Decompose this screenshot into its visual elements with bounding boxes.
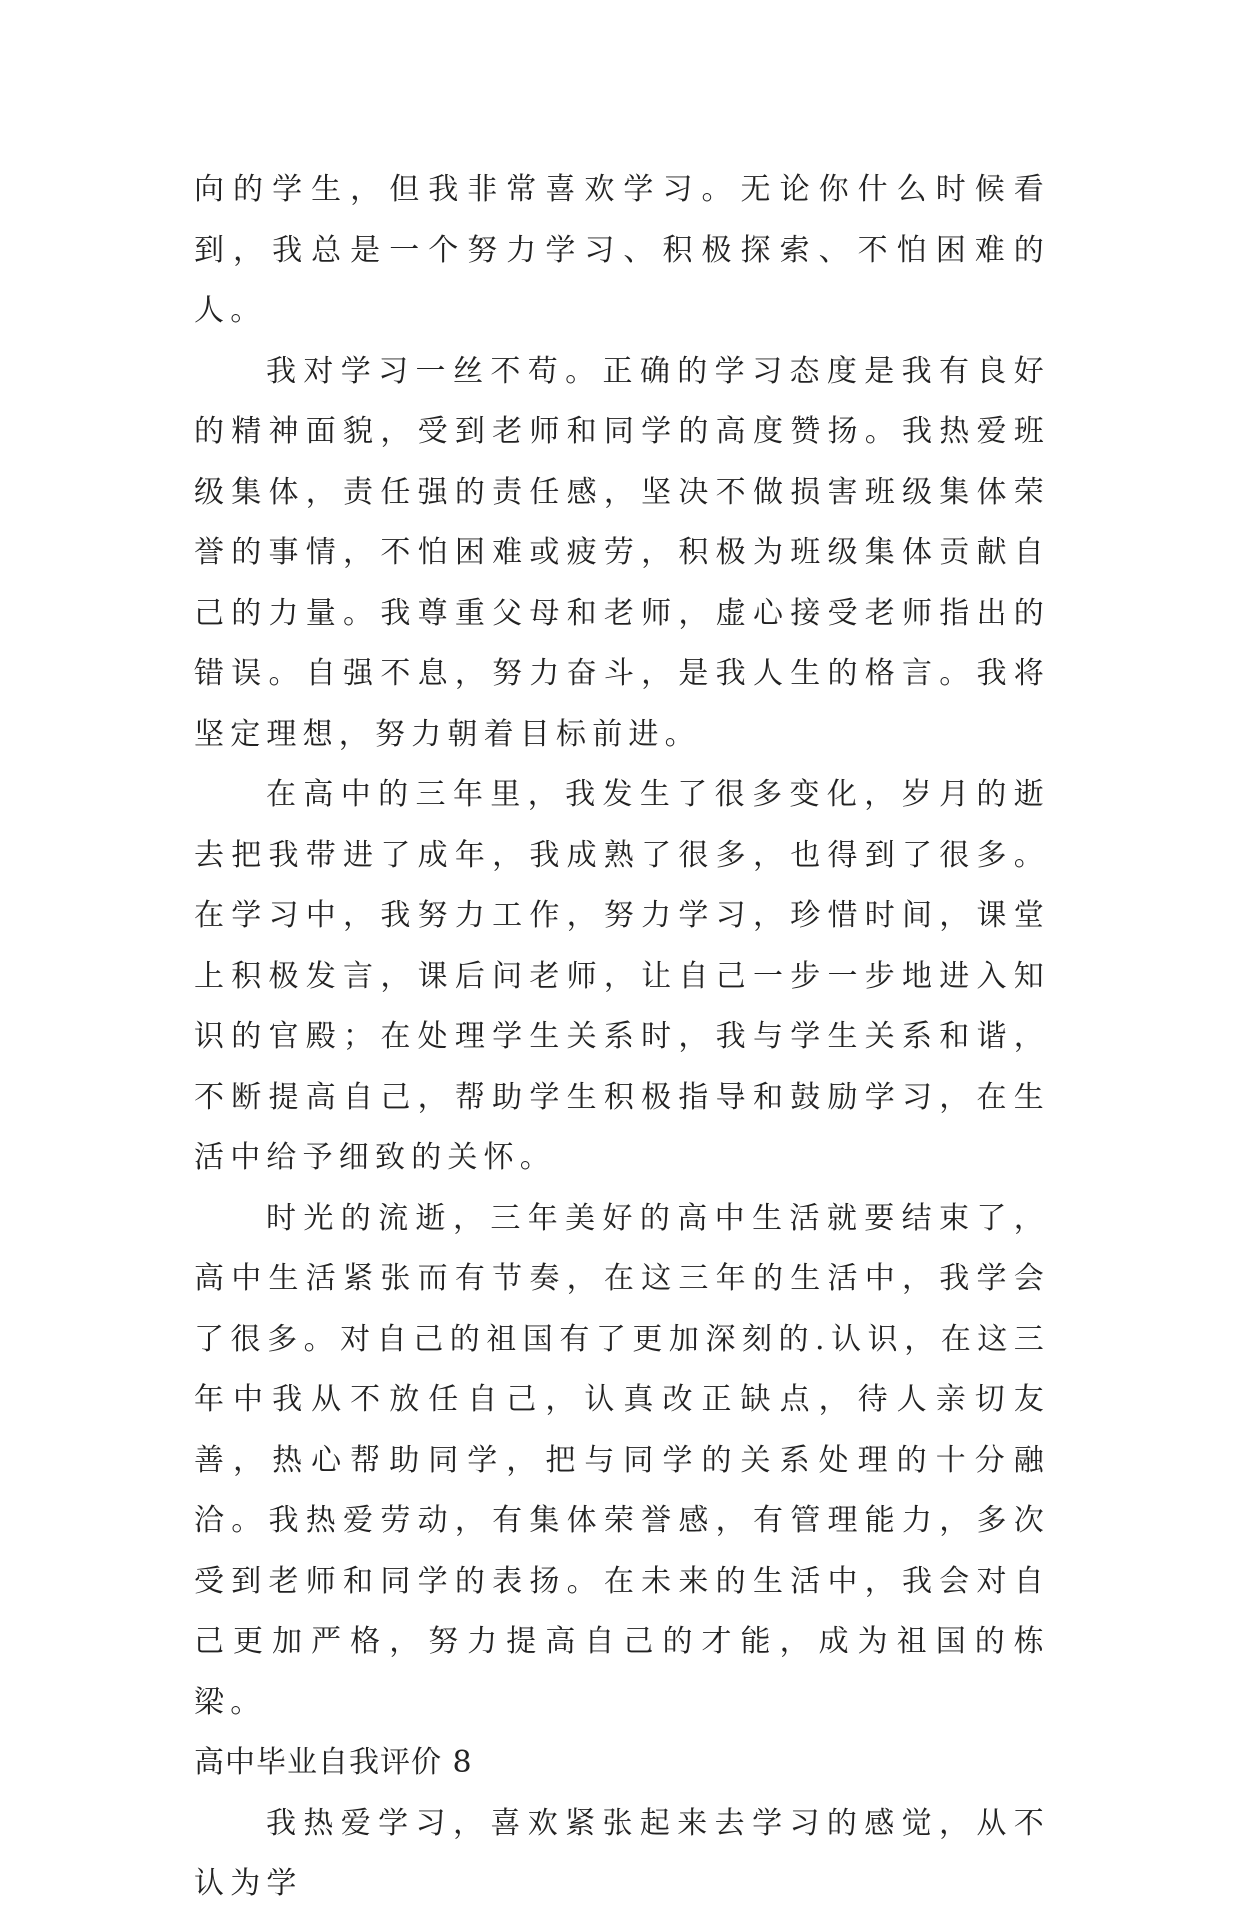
paragraph-time-passing: 时光的流逝，三年美好的高中生活就要结束了，高中生活紧张而有节奏，在这三年的生活中，我学会了很多。对自己的祖国有了更加深刻的.认识，在这三年中我从不放任自己，认真改正缺点，待人亲切友善，热心帮助同学，把与同学的关系处理的十分融洽。我热爱劳动，有集体荣誉感，有管理能力，多次受到老师和同学的表扬。在未来的生活中，我会对自己更加严格，努力提高自己的才能，成为祖国的栋梁。 xyxy=(194,1200,1050,1720)
document-body xyxy=(194,160,1050,1915)
paragraph-continuation: 向的学生，但我非常喜欢学习。无论你什么时候看到，我总是一个努力学习、积极探索、不怕困难的人。 xyxy=(194,172,1050,328)
paragraph-study-attitude: 我对学习一丝不苟。正确的学习态度是我有良好的精神面貌，受到老师和同学的高度赞扬。我热爱班级集体，责任强的责任感，坚决不做损害班级集体荣誉的事情，不怕困难或疲劳，积极为班级集体贡献自己的力量。我尊重父母和老师，虚心接受老师指出的错误。自强不息，努力奋斗，是我人生的格言。我将坚定理想，努力朝着目标前进。 xyxy=(194,353,1050,752)
paragraph-love-learning: 我热爱学习，喜欢紧张起来去学习的感觉，从不认为学 xyxy=(194,1805,1050,1901)
section-heading: 高中毕业自我评价 8 xyxy=(194,1745,473,1780)
paragraph-three-years: 在高中的三年里，我发生了很多变化，岁月的逝去把我带进了成年，我成熟了很多，也得到了很多。在学习中，我努力工作，努力学习，珍惜时间，课堂上积极发言，课后问老师，让自己一步一步地进入知识的官殿；在处理学生关系时，我与学生关系和谐，不断提高自己，帮助学生积极指导和鼓励学习，在生活中给予细致的关怀。 xyxy=(194,777,1050,1175)
